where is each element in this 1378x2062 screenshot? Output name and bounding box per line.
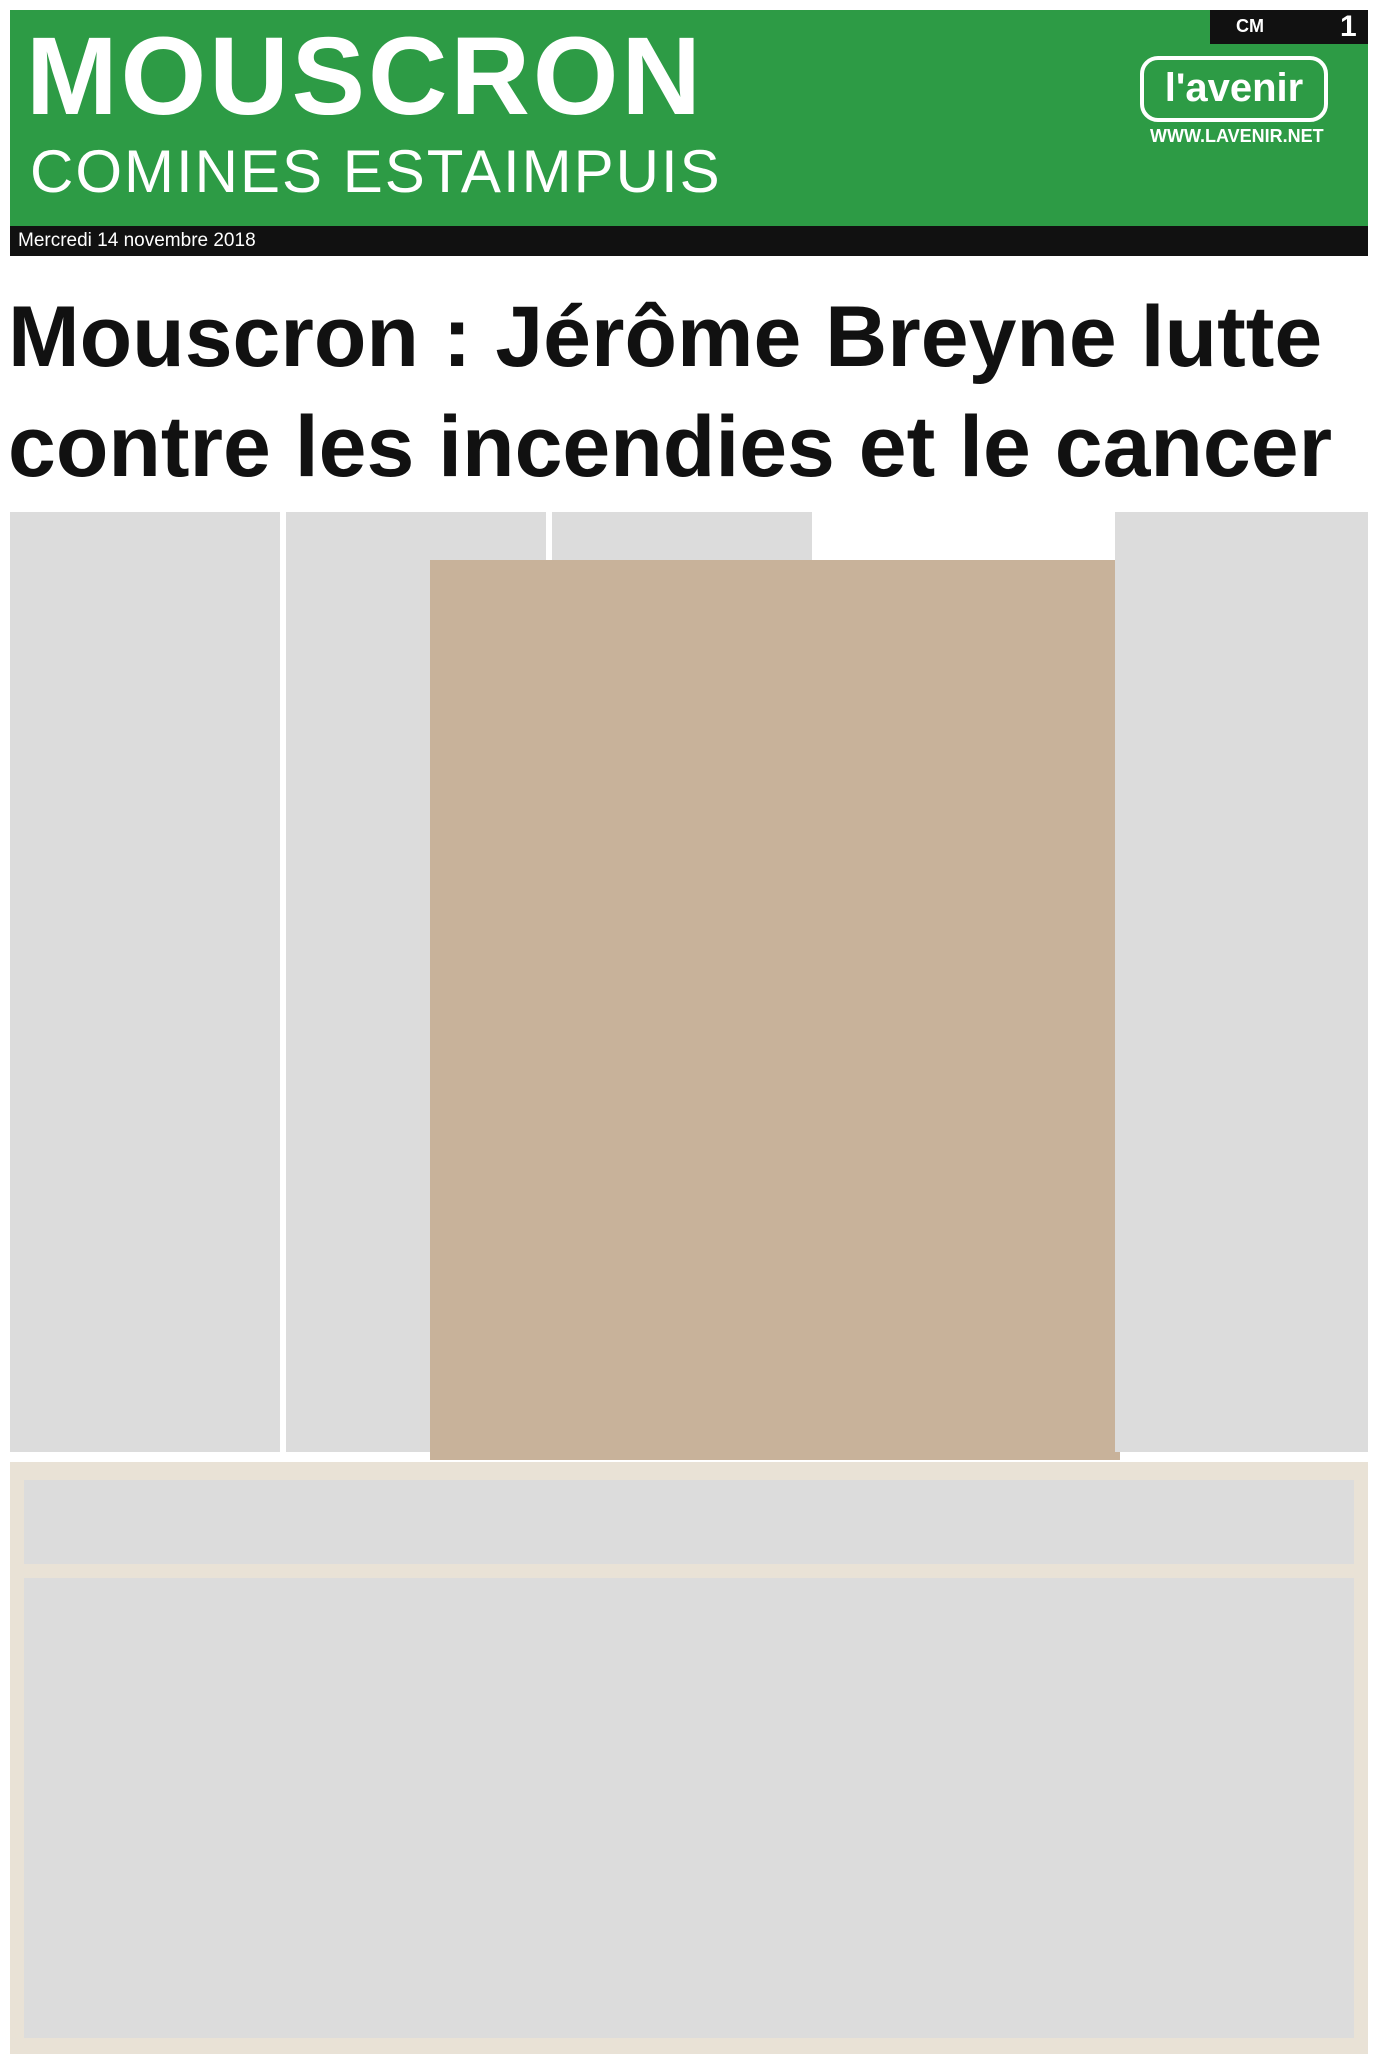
- text-block-6: [24, 1578, 1354, 2038]
- issue-date: Mercredi 14 novembre 2018: [18, 230, 256, 251]
- text-block-4: [1115, 512, 1368, 1452]
- photo-placeholder: [430, 560, 1120, 1460]
- text-block-5: [24, 1480, 1354, 1564]
- main-headline: Mouscron : Jérôme Breyne lutte contre les incendies et le cancer: [8, 289, 1333, 495]
- masthead-city: MOUSCRON: [26, 15, 704, 138]
- masthead-subtitle: COMINES ESTAIMPUIS: [30, 138, 722, 205]
- publication-logo: l'avenir: [1140, 56, 1328, 122]
- page-number: 1: [1340, 10, 1357, 43]
- publication-website: WWW.LAVENIR.NET: [1150, 126, 1324, 146]
- text-block-1: [10, 512, 280, 1452]
- edition-code: CM: [1236, 16, 1264, 36]
